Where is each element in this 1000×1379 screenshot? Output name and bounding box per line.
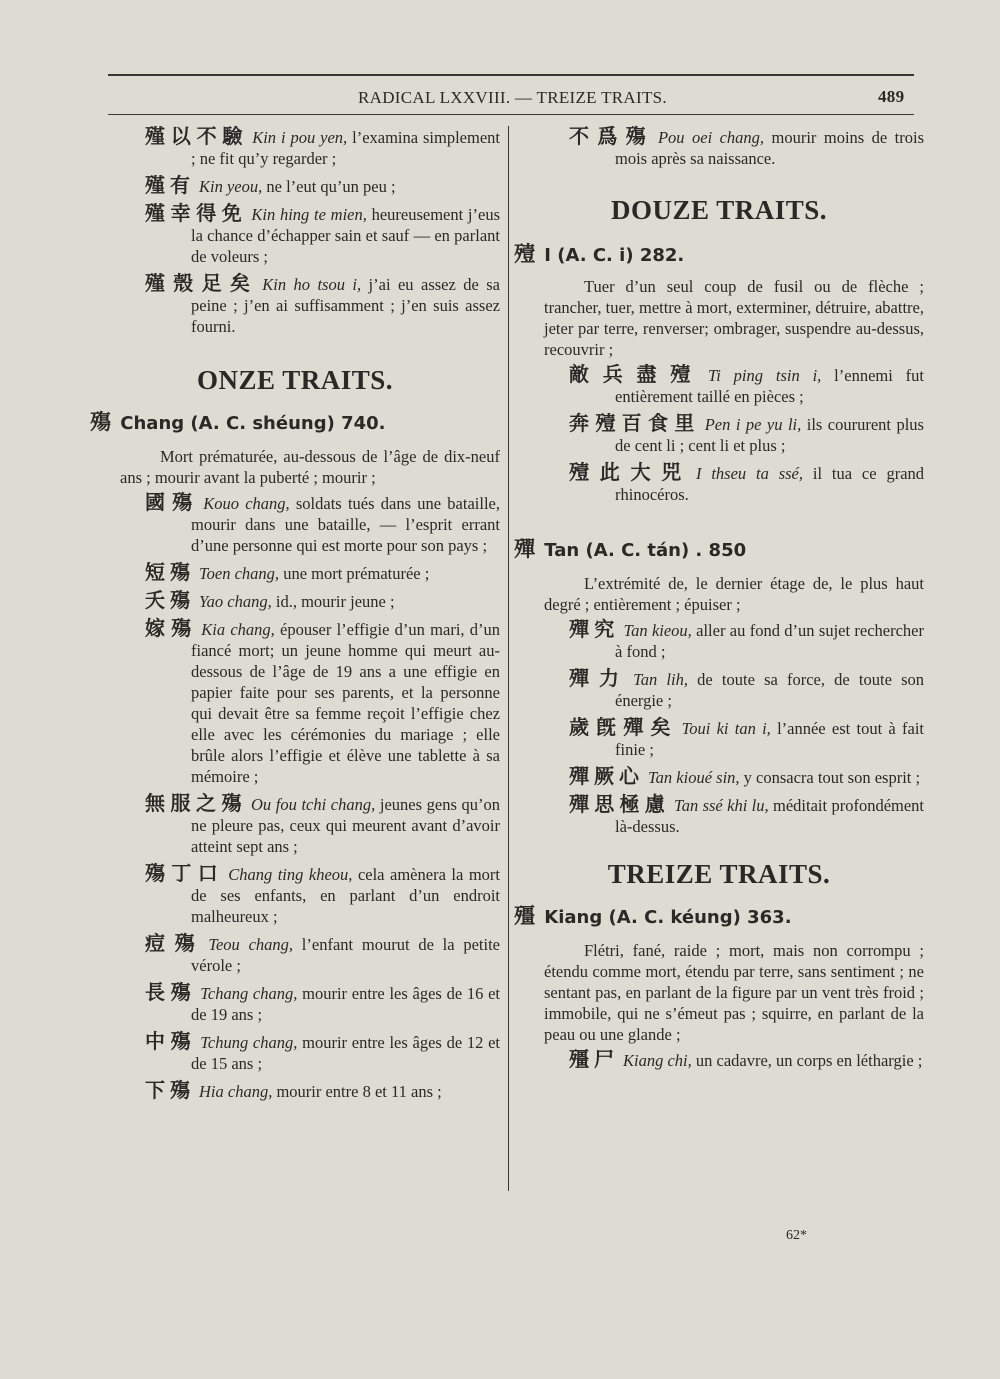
- tan-compounds: [514, 619, 924, 837]
- entry-romanization: Toui ki tan i,: [681, 719, 771, 738]
- entry-definition: l’enfant mourut de la petite vérole ;: [191, 935, 501, 975]
- headword-tan-reading: Tan (A. C. tán) . 850: [544, 540, 747, 561]
- entry-chinese-characters: 殣有: [145, 173, 195, 197]
- column-divider: [508, 126, 509, 1191]
- entry-definition: de toute sa force, de toute son énergie ;: [615, 670, 924, 710]
- entry-romanization: Kin i pou yen,: [252, 128, 348, 147]
- entry-romanization: Chang ting kheou,: [228, 865, 353, 884]
- headword-i-reading: I (A. C. i) 282.: [544, 245, 685, 266]
- entry-chinese-characters: 殫力: [569, 666, 630, 690]
- entry-romanization: Tan kieou,: [623, 621, 692, 640]
- entry-chinese-characters: 嫁殤: [145, 616, 198, 640]
- entry-definition: soldats tués dans une bataille, mourir dans une bataille, — l’esprit errant d’une personne qui est morte pour son pays ;: [191, 494, 500, 555]
- header-title: RADICAL LXXVIII. — TREIZE TRAITS.: [358, 88, 667, 107]
- entry-chinese-characters: 中殤: [145, 1029, 197, 1053]
- dictionary-entry: [514, 126, 924, 169]
- dictionary-entry: [90, 273, 500, 337]
- entry-chinese-characters: 殣殼足矣: [145, 271, 259, 295]
- entry-chinese-characters: 下殤: [145, 1078, 195, 1102]
- entry-definition: mourir entre les âges de 12 et de 15 ans ;: [191, 1033, 501, 1073]
- headword-chang: [90, 406, 500, 436]
- entry-definition: mourir moins de trois mois après sa naissance.: [615, 128, 925, 168]
- dictionary-entry: [90, 933, 500, 976]
- definition-tan: L’extrémité de, le dernier étage de, le plus haut degré ; entièrement ; épuiser ;: [544, 574, 924, 614]
- entry-chinese-characters: 短殤: [145, 560, 195, 584]
- entry-romanization: Tchung chang,: [200, 1033, 298, 1052]
- entry-definition: il tua ce grand rhinocéros.: [615, 464, 925, 504]
- entry-chinese-characters: 殫厥心: [569, 764, 644, 788]
- entry-chinese-characters: 不爲殤: [569, 124, 654, 148]
- entry-definition: cela amènera la mort de ses enfants, en parlant d’un endroit malheureux ;: [191, 865, 500, 926]
- entry-definition: mourir entre 8 et 11 ans ;: [272, 1082, 442, 1101]
- definition-chang: Mort prématurée, au-dessous de l’âge de dix-neuf ans ; mourir avant la puberté ; mourir ;: [120, 447, 500, 487]
- section-heading-onze: ONZE TRAITS.: [196, 365, 394, 395]
- entry-chinese-characters: 痘殤: [145, 931, 205, 955]
- dictionary-entry: [90, 203, 500, 267]
- entry-definition: l’ennemi fut entièrement taillé en pièces ;: [615, 366, 924, 406]
- headword-i-char: 殪: [514, 242, 535, 266]
- entry-chinese-characters: 殭尸: [569, 1047, 619, 1071]
- entry-romanization: Tan kioué sin,: [648, 768, 740, 787]
- dictionary-entry: [90, 562, 500, 584]
- header-rule: [108, 114, 914, 115]
- headword-kiang-reading: Kiang (A. C. kéung) 363.: [544, 907, 792, 928]
- running-header: [0, 88, 1000, 112]
- dictionary-entry: [514, 794, 924, 837]
- entry-romanization: Kia chang,: [201, 620, 275, 639]
- entry-definition: ils coururent plus de cent li ; cent li et plus ;: [615, 415, 924, 455]
- definition-i: Tuer d’un seul coup de fusil ou de flèche ; trancher, tuer, mettre à mort, exterminer, détruire, abattre, jeter par terre, renverser; ombrager, suspendre au-dessus, recouvrir ;: [544, 277, 924, 359]
- entry-definition: épouser l’effigie d’un mari, d’un fiancé mort; un jeune homme qui meurt au-dessous de l’âge de 19 ans a une effigie en papier faite pour ses parents, et la personne qui devait être sa femme reçoit l’effigie chez elle avec les cérémonies du mariage ; elle brûle alors l’effigie et élève une tablette à sa mémoire ;: [191, 620, 501, 786]
- entry-definition: id., mourir jeune ;: [271, 592, 395, 611]
- headword-tan: [514, 533, 924, 563]
- entry-chinese-characters: 殪此大兕: [569, 460, 692, 484]
- entry-definition: y consacra tout son esprit ;: [739, 768, 921, 787]
- entry-chinese-characters: 殣以不驗: [145, 124, 249, 148]
- headword-kiang: [514, 900, 924, 930]
- entry-definition: méditait profondément là-dessus.: [615, 796, 925, 836]
- entry-romanization: Ou fou tchi chang,: [250, 795, 376, 814]
- entry-romanization: I thseu ta ssé,: [695, 464, 804, 483]
- headword-i: [514, 238, 924, 268]
- entry-chinese-characters: 歲旣殫矣: [569, 715, 678, 739]
- entry-romanization: Kouo chang,: [203, 494, 290, 513]
- signature-mark: 62*: [786, 1228, 807, 1243]
- left-column: [90, 126, 500, 1108]
- entry-definition: l’année est tout à fait finie ;: [615, 719, 924, 759]
- entry-definition: un cadavre, un corps en léthargie ;: [691, 1051, 923, 1070]
- dictionary-entry: [514, 413, 924, 456]
- entry-romanization: Pen i pe yu li,: [704, 415, 802, 434]
- right-top-entries: [514, 126, 924, 169]
- dictionary-entry: [514, 717, 924, 760]
- headword-chang-reading: Chang (A. C. shéung) 740.: [120, 413, 386, 434]
- entry-chinese-characters: 奔殪百食里: [569, 411, 701, 435]
- entry-romanization: Yao chang,: [199, 592, 272, 611]
- chang-compounds: [90, 492, 500, 1102]
- entry-chinese-characters: 殫思極慮: [569, 792, 671, 816]
- dictionary-entry: [514, 364, 924, 407]
- entry-chinese-characters: 國殤: [145, 490, 200, 514]
- entry-romanization: Ti ping tsin i,: [707, 366, 822, 385]
- left-top-entries: [90, 126, 500, 337]
- dictionary-entry: [90, 1080, 500, 1102]
- dictionary-entry: [514, 619, 924, 662]
- dictionary-entry: [90, 492, 500, 556]
- entry-chinese-characters: 長殤: [145, 980, 197, 1004]
- dictionary-entry: [514, 462, 924, 505]
- entry-chinese-characters: 夭殤: [145, 588, 195, 612]
- top-rule: [108, 74, 914, 76]
- dictionary-entry: [90, 1031, 500, 1074]
- entry-definition: heureusement j’eus la chance d’échapper sain et sauf — en parlant de voleurs ;: [191, 205, 501, 266]
- entry-romanization: Kin yeou,: [199, 177, 263, 196]
- entry-romanization: Tan ssé khi lu,: [674, 796, 769, 815]
- dictionary-entry: [514, 766, 924, 788]
- entry-romanization: Tan lih,: [633, 670, 688, 689]
- kiang-compounds: [514, 1049, 924, 1071]
- headword-tan-char: 殫: [514, 537, 535, 561]
- dictionary-entry: [90, 590, 500, 612]
- dictionary-entry: [90, 175, 500, 197]
- definition-kiang: Flétri, fané, raide ; mort, mais non corrompu ; étendu comme mort, étendu par terre, sans sentiment ; ne sentant pas, en parlant de la figure par un vent très froid ; immobile, qui ne s’émeut pas ; squirre, en parlant de la peau ou une glande ;: [544, 941, 924, 1044]
- dictionary-entry: [514, 668, 924, 711]
- entry-chinese-characters: 殤丁口: [145, 861, 225, 885]
- dictionary-entry: [90, 618, 500, 787]
- entry-romanization: Teou chang,: [208, 935, 294, 954]
- entry-romanization: Kiang chi,: [623, 1051, 692, 1070]
- headword-kiang-char: 殭: [514, 904, 535, 928]
- dictionary-entry: [90, 126, 500, 169]
- dictionary-entry: [90, 982, 500, 1025]
- entry-romanization: Toen chang,: [199, 564, 280, 583]
- right-column: [514, 126, 924, 1077]
- entry-romanization: Tchang chang,: [200, 984, 298, 1003]
- entry-chinese-characters: 敵兵盡殪: [569, 362, 704, 386]
- entry-chinese-characters: 殣幸得免: [145, 201, 248, 225]
- entry-romanization: Hia chang,: [199, 1082, 273, 1101]
- headword-chang-char: 殤: [90, 410, 111, 434]
- entry-definition: ne l’eut qu’un peu ;: [262, 177, 396, 196]
- entry-chinese-characters: 無服之殤: [145, 791, 247, 815]
- section-heading-douze: DOUZE TRAITS.: [610, 195, 828, 225]
- page-number: 489: [878, 87, 905, 106]
- entry-romanization: Kin ho tsou i,: [262, 275, 362, 294]
- dictionary-entry: [90, 793, 500, 857]
- dictionary-entry: [514, 1049, 924, 1071]
- entry-chinese-characters: 殫究: [569, 617, 620, 641]
- entry-definition: j’ai eu assez de sa peine ; j’en ai suffisamment ; j’en suis assez fourni.: [191, 275, 500, 336]
- dictionary-entry: [90, 863, 500, 927]
- section-heading-treize: TREIZE TRAITS.: [607, 859, 831, 889]
- entry-definition: mourir entre les âges de 16 et de 19 ans ;: [191, 984, 501, 1024]
- entry-definition: jeunes gens qu’on ne pleure pas, ceux qui meurent avant d’avoir atteint sept ans ;: [191, 795, 500, 856]
- entry-definition: l’examina simplement ; ne fit qu’y regarder ;: [191, 128, 500, 168]
- i-compounds: [514, 364, 924, 505]
- entry-romanization: Kin hing te mien,: [251, 205, 367, 224]
- entry-definition: une mort prématurée ;: [279, 564, 430, 583]
- entry-definition: aller au fond d’un sujet rechercher à fond ;: [615, 621, 925, 661]
- entry-romanization: Pou oei chang,: [657, 128, 765, 147]
